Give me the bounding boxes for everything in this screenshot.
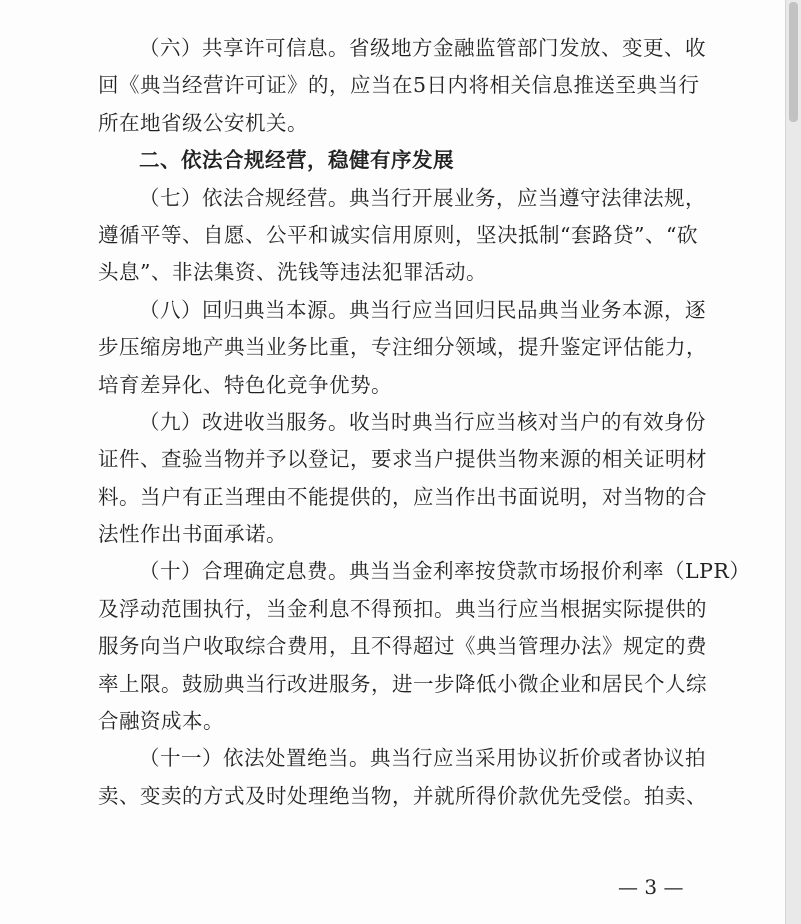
paragraph-6-line-3: 所在地省级公安机关。: [98, 110, 308, 135]
paragraph-9-line-3: 料。当户有正当理由不能提供的，应当作出书面说明，对当物的合: [98, 484, 707, 509]
paragraph-11-line-2: 卖、变卖的方式及时处理绝当物，并就所得价款优先受偿。拍卖、: [98, 783, 707, 808]
document-body: [98, 30, 751, 815]
section-heading-2: 二、依法合规经营，稳健有序发展: [139, 148, 454, 173]
scrollbar-thumb[interactable]: [789, 2, 798, 122]
paragraph-7-line-1: （七）依法合规经营。典当行开展业务，应当遵守法律法规，: [139, 185, 706, 210]
paragraph-10-line-4: 率上限。鼓励典当行改进服务，进一步降低小微企业和居民个人综: [98, 671, 707, 696]
paragraph-9-line-1: （九）改进收当服务。收当时典当行应当核对当户的有效身份: [139, 409, 706, 434]
paragraph-9-line-2: 证件、查验当物并予以登记，要求当户提供当物来源的相关证明材: [98, 447, 707, 472]
page-number: — 3 —: [618, 875, 684, 899]
paragraph-7-line-2: 遵循平等、自愿、公平和诚实信用原则，坚决抵制“套路贷”、“砍: [98, 222, 698, 247]
paragraph-10-line-5: 合融资成本。: [98, 709, 224, 734]
paragraph-8-line-3: 培育差异化、特色化竞争优势。: [98, 372, 392, 397]
paragraph-11-line-1: （十一）依法处置绝当。典当行应当采用协议折价或者协议拍: [139, 746, 706, 771]
paragraph-10-line-3: 服务向当户收取综合费用，且不得超过《典当管理办法》规定的费: [98, 634, 707, 659]
paragraph-10-line-1: （十）合理确定息费。典当当金利率按贷款市场报价利率（LPR）: [139, 559, 751, 584]
paragraph-8-line-2: 步压缩房地产典当业务比重，专注细分领域，提升鉴定评估能力，: [98, 335, 707, 360]
vertical-scrollbar[interactable]: [785, 0, 801, 924]
paragraph-6-line-1: （六）共享许可信息。省级地方金融监管部门发放、变更、收: [139, 36, 706, 60]
paragraph-6-line-2: 回《典当经营许可证》的，应当在5日内将相关信息推送至典当行: [98, 73, 700, 98]
paragraph-8-line-1: （八）回归典当本源。典当行应当回归民品典当业务本源，逐: [139, 297, 706, 322]
paragraph-9-line-4: 法性作出书面承诺。: [98, 522, 287, 547]
paragraph-7-line-3: 头息”、非法集资、洗钱等违法犯罪活动。: [98, 260, 487, 285]
paragraph-10-line-2: 及浮动范围执行，当金利息不得预扣。典当行应当根据实际提供的: [98, 596, 707, 621]
